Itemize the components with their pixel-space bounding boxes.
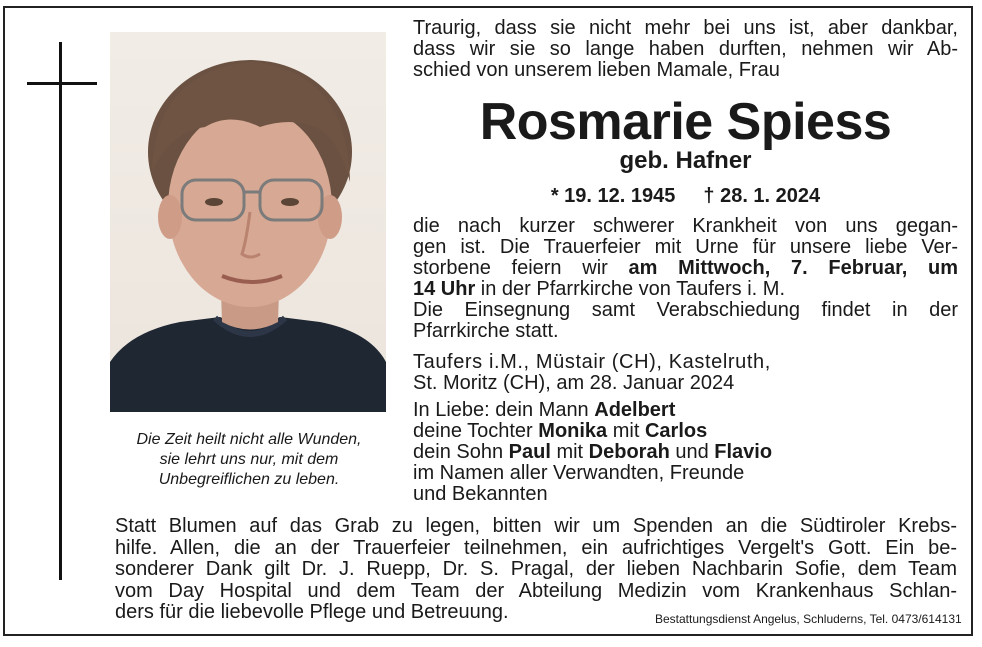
closing-line: Statt Blumen auf das Grab zu legen, bitten wir um Spenden an die Südtiroler Krebs-	[115, 515, 957, 537]
mourner-name: Paul	[508, 441, 551, 463]
place-line: Taufers i.M., Müstair (CH), Kastelruth,	[413, 351, 771, 373]
mourner-name: Adelbert	[594, 399, 676, 421]
intro-line: Traurig, dass sie nicht mehr bei uns ist, aber dankbar,	[413, 17, 958, 39]
deceased-name: Rosmarie Spiess	[479, 93, 892, 151]
birth-date: * 19. 12. 1945	[550, 185, 676, 207]
death-date: † 28. 1. 2024	[703, 185, 821, 207]
intro-line: schied von unserem lieben Mamale, Frau	[413, 59, 780, 81]
mourner-name: Carlos	[644, 420, 708, 442]
announcement-line	[413, 279, 958, 300]
mourner-line	[413, 442, 958, 463]
announcement-text-part: in der Pfarrkirche von Taufers i. M.	[475, 278, 785, 300]
intro-text	[413, 18, 958, 81]
mourner-text: mit	[550, 441, 589, 463]
closing-line: hilfe. Allen, die an der Trauerfeier teilnehmen, ein aufrichtiges Vergelt's Gott. Ein be-	[115, 536, 957, 559]
mourner-line: und Bekannten	[413, 483, 548, 505]
announcement-line: Die Einsegnung samt Verabschiedung findet in der	[413, 299, 958, 321]
place-line: St. Moritz (CH), am 28. Januar 2024	[413, 372, 735, 394]
ceremony-date: am Mittwoch, 7. Februar, um	[628, 257, 958, 279]
mourner-text: dein Sohn	[413, 441, 509, 463]
mourner-name: Flavio	[714, 441, 773, 463]
mourner-text: deine Tochter	[413, 420, 539, 442]
place-date	[413, 352, 958, 394]
intro-line: dass wir sie so lange haben durften, nehmen wir Ab-	[413, 38, 958, 60]
mourner-text: und	[669, 441, 715, 463]
mourner-line	[413, 421, 958, 442]
quote-line: Unbegreiflichen zu leben.	[158, 471, 340, 488]
maiden-name: geb. Hafner	[619, 147, 752, 174]
quote	[108, 430, 390, 490]
quote-line: Die Zeit heilt nicht alle Wunden,	[136, 431, 362, 448]
mourner-name: Monika	[538, 420, 608, 442]
announcement-line: gen ist. Die Trauerfeier mit Urne für unsere liebe Ver-	[413, 236, 958, 258]
announcement-text	[413, 216, 958, 342]
portrait-photo	[110, 32, 386, 412]
mourner-line	[413, 400, 958, 421]
mourner-name: Deborah	[588, 441, 670, 463]
mourner-line: im Namen aller Verwandten, Freunde	[413, 462, 745, 484]
cross-symbol	[59, 42, 62, 580]
announcement-line	[413, 258, 958, 279]
announcement-text-part: storbene feiern wir	[413, 257, 629, 279]
closing-text	[115, 516, 957, 624]
quote-line: sie lehrt uns nur, mit dem	[159, 451, 339, 468]
closing-line: sonderer Dank gilt Dr. J. Ruepp, Dr. S. Pragal, der lieben Nachbarin Sofie, dem Team	[115, 558, 957, 580]
ceremony-time: 14 Uhr	[413, 278, 476, 300]
cross-symbol-bar	[27, 82, 97, 85]
closing-line: ders für die liebevolle Pflege und Betreuung.	[115, 601, 509, 623]
mourners	[413, 400, 958, 505]
closing-line: vom Day Hospital und dem Team der Abteilung Medizin vom Krankenhaus Schlan-	[115, 579, 957, 602]
announcement-line: Pfarrkirche statt.	[413, 320, 559, 342]
life-dates	[413, 184, 958, 208]
mourner-text: In Liebe: dein Mann	[413, 399, 595, 421]
mourner-text: mit	[607, 420, 645, 442]
announcement-line: die nach kurzer schwerer Krankheit von uns gegan-	[413, 215, 958, 237]
undertaker-credit: Bestattungsdienst Angelus, Schluderns, Tel. 0473/614131	[655, 612, 962, 626]
